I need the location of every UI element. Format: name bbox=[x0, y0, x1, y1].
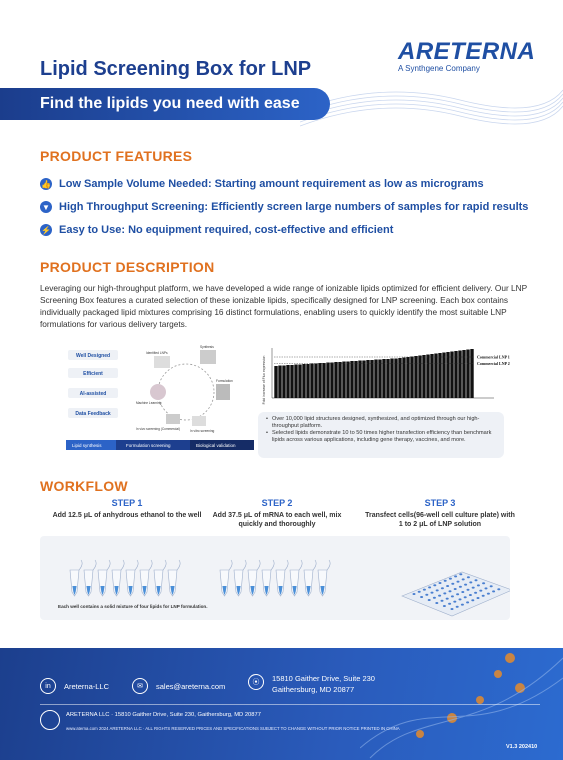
email-contact[interactable] bbox=[132, 678, 225, 694]
pcr-tube bbox=[220, 560, 232, 596]
plate-well bbox=[477, 597, 480, 599]
diag-node-2: Machine Learning bbox=[136, 401, 162, 405]
chart-bar bbox=[470, 349, 473, 398]
version-label: V1.3 202410 bbox=[506, 744, 538, 750]
pcr-tube bbox=[140, 560, 152, 596]
plate-well bbox=[477, 584, 480, 586]
chart-bar bbox=[390, 359, 393, 399]
pcr-tube bbox=[248, 560, 260, 596]
mail-icon: ✉ bbox=[132, 678, 148, 694]
brand-tagline: A Synthgene Company bbox=[398, 64, 480, 73]
plate-well bbox=[490, 585, 493, 587]
step-label: STEP 3 bbox=[424, 498, 456, 508]
plate-well bbox=[461, 604, 464, 606]
plate-well bbox=[472, 587, 475, 589]
company-seal-icon bbox=[40, 710, 60, 730]
feature-text: Low Sample Volume Needed: Starting amount requirement as low as micrograms bbox=[59, 178, 484, 190]
address-line1: 15810 Gaither Drive, Suite 230 bbox=[272, 674, 375, 683]
note-item: • Selected lipids demonstrate 10 to 50 times higher transfection efficiency than benchmark lipids across various applications, including gene therapy, vaccines, and more. bbox=[266, 430, 496, 444]
chart-bar bbox=[306, 364, 309, 398]
diag-node-3: Formulation bbox=[216, 379, 233, 383]
chart-bar bbox=[434, 354, 437, 399]
chart-bar bbox=[442, 353, 445, 399]
plate-well bbox=[443, 592, 446, 594]
chart-bar bbox=[378, 360, 381, 399]
chart-bar bbox=[422, 355, 425, 398]
plate-well bbox=[420, 596, 423, 598]
email-address: sales@areterna.com bbox=[156, 681, 226, 691]
plate-well bbox=[469, 581, 472, 583]
plate-well bbox=[487, 593, 490, 595]
plate-well bbox=[428, 586, 431, 588]
step-text: Add 12.5 μL of anhydrous ethanol to the well bbox=[52, 512, 202, 519]
plate-well bbox=[451, 583, 454, 585]
description-heading: PRODUCT DESCRIPTION bbox=[40, 259, 215, 275]
step-label: STEP 1 bbox=[111, 498, 143, 508]
pcr-tube bbox=[70, 560, 82, 596]
pcr-tube bbox=[154, 560, 166, 596]
plate-well bbox=[431, 592, 434, 594]
plate-well bbox=[475, 579, 478, 581]
plate-well bbox=[443, 605, 446, 607]
linkedin-contact[interactable] bbox=[40, 678, 109, 694]
plate-well bbox=[471, 599, 474, 601]
plate-well bbox=[454, 588, 457, 590]
chart-bar bbox=[406, 357, 409, 398]
feature-item bbox=[40, 224, 393, 236]
plate-well bbox=[456, 606, 459, 608]
plate-well bbox=[439, 582, 442, 584]
bar-label-1: Formulation screening bbox=[126, 443, 171, 448]
chart-bar bbox=[346, 362, 349, 399]
chart-bar bbox=[450, 352, 453, 399]
bar-label-2: Biological validation bbox=[196, 443, 236, 448]
chart-bar bbox=[386, 359, 389, 398]
plate-well bbox=[462, 578, 465, 580]
diag-node-5: In vitro screening bbox=[190, 429, 215, 433]
plate-well bbox=[446, 585, 449, 587]
step-text: Add 37.5 μL of mRNA to each well, mix quickly and thoroughly bbox=[212, 512, 342, 528]
plate-well bbox=[461, 591, 464, 593]
chart-bar bbox=[318, 363, 321, 398]
plate-well bbox=[469, 594, 472, 596]
bar-label-0: Lipid synthesis bbox=[72, 443, 102, 448]
plate-well bbox=[444, 580, 447, 582]
chart-bar bbox=[462, 350, 465, 398]
chart-bar bbox=[418, 356, 421, 399]
plate-well bbox=[433, 597, 436, 599]
diag-label-1: Efficient bbox=[83, 371, 103, 377]
chart-bar bbox=[446, 352, 449, 398]
chart-ylabel: Fold increase of Fluc expression bbox=[262, 355, 266, 405]
plate-well bbox=[449, 578, 452, 580]
chart-bar bbox=[430, 354, 433, 398]
diag-node-4: In vivo screening (Commercial) bbox=[136, 427, 180, 431]
chart-bar bbox=[466, 350, 469, 399]
chart-bar bbox=[314, 364, 317, 399]
chart-bar bbox=[310, 364, 313, 399]
chart-bar bbox=[354, 361, 357, 398]
chart-bar bbox=[290, 365, 293, 398]
footer bbox=[0, 648, 563, 760]
plate-well bbox=[467, 576, 470, 578]
pcr-tube bbox=[276, 560, 288, 596]
brand-name: ARETERNA bbox=[398, 38, 536, 65]
chart-bar bbox=[426, 355, 429, 399]
plate-well bbox=[457, 581, 460, 583]
chart-bar bbox=[334, 362, 337, 398]
plate-well bbox=[492, 590, 495, 592]
chart-bar bbox=[438, 353, 441, 398]
diag-label-3: Data Feedback bbox=[75, 411, 111, 417]
plate-well bbox=[467, 589, 470, 591]
plate-well bbox=[497, 588, 500, 590]
chart-bar bbox=[410, 357, 413, 399]
chart-bar bbox=[414, 356, 417, 398]
feature-text: Easy to Use: No equipment required, cost-effective and efficient bbox=[59, 224, 394, 236]
footer-divider bbox=[40, 704, 540, 705]
note-item: • Over 10,000 lipid structures designed, synthesized, and optimized through our high-throughput platform. bbox=[266, 416, 496, 430]
plate-well bbox=[464, 584, 467, 586]
chart-bar bbox=[286, 365, 289, 398]
plate-well bbox=[435, 602, 438, 604]
chart-bar bbox=[282, 366, 285, 399]
feature-text: High Throughput Screening: Efficiently screen large numbers of samples for rapid results bbox=[59, 201, 529, 213]
plate-well bbox=[485, 587, 488, 589]
diag-node-1: Synthesis bbox=[200, 345, 214, 349]
reference-label: Commercial LNP 2 bbox=[477, 361, 510, 366]
pcr-tube bbox=[290, 560, 302, 596]
plate-well bbox=[474, 592, 477, 594]
step-text: Transfect cells(96-well cell culture plate) with 1 to 2 μL of LNP solution bbox=[365, 512, 515, 528]
workflow-heading: WORKFLOW bbox=[40, 478, 128, 494]
plate-well bbox=[464, 596, 467, 598]
brand-logo bbox=[398, 38, 548, 73]
legal-notice: www.aterna.com 2024 ARETERNA LLC · ALL RIGHTS RESERVED PRICES AND SPECIFICATIONS SUBJECT TO CHANGE WITHOUT PRIOR NOTICE PRINTED IN CHINA bbox=[66, 726, 400, 731]
chart-bar bbox=[362, 361, 365, 399]
plate-well bbox=[459, 598, 462, 600]
chart-bar bbox=[342, 362, 345, 399]
workflow-step-2 bbox=[202, 498, 352, 529]
plate-well bbox=[466, 601, 469, 603]
pcr-tube bbox=[304, 560, 316, 596]
plate-well bbox=[459, 586, 462, 588]
workflow-step-1 bbox=[52, 498, 202, 520]
pcr-tube bbox=[318, 560, 330, 596]
funnel-icon: ▼ bbox=[40, 201, 52, 213]
location-pin-icon: ⦿ bbox=[248, 674, 264, 690]
chart-bar bbox=[374, 360, 377, 399]
plate-well bbox=[428, 599, 431, 601]
thumbs-up-icon: 👍 bbox=[41, 179, 51, 189]
chart-bar bbox=[382, 359, 385, 398]
description-text: Leveraging our high-throughput platform, we have developed a wide range of ionizable lipids optimized for efficient delivery. Our LNP Screening Box features a curated selection of these ionizable lipids, specifically designed for LNP screening. Each box contains individually packaged lipid mixtures comprising 16 distinct formulations, enabling users to quickly identify the most suitable LNP formulations for various delivery targets. bbox=[40, 283, 528, 329]
chart-bar bbox=[394, 359, 397, 399]
reference-label: Commercial LNP 1 bbox=[477, 354, 510, 360]
chart-bar bbox=[330, 363, 333, 399]
plate-well bbox=[479, 590, 482, 592]
notes-box bbox=[258, 412, 504, 458]
plate-well bbox=[451, 595, 454, 597]
plate-well bbox=[453, 601, 456, 603]
plate-well bbox=[448, 603, 451, 605]
plate-well bbox=[482, 595, 485, 597]
address-line2: Gaithersburg, MD 20877 bbox=[272, 685, 355, 694]
chart-bar bbox=[326, 363, 329, 399]
company-address-line: ARETERNA LLC · 15810 Gaither Drive, Suite 230, Gaithersburg, MD 20877 bbox=[66, 712, 261, 718]
chart-bar bbox=[322, 363, 325, 398]
chart-bar bbox=[298, 365, 301, 399]
banner-text: Find the lipids you need with ease bbox=[40, 95, 300, 112]
chart-bar bbox=[294, 365, 297, 399]
chart-bar bbox=[358, 361, 361, 399]
plate-well bbox=[423, 589, 426, 591]
decorative-lines bbox=[300, 70, 563, 130]
chart-bar bbox=[370, 360, 373, 398]
tagline-banner bbox=[0, 88, 330, 120]
address-contact bbox=[248, 674, 375, 694]
plate-well bbox=[441, 600, 444, 602]
chart-bar bbox=[274, 366, 277, 398]
diag-label-2: AI-assisted bbox=[79, 391, 107, 397]
chart-bar bbox=[366, 360, 369, 398]
pcr-tube bbox=[98, 560, 110, 596]
workflow-step-3 bbox=[365, 498, 515, 529]
plate-well bbox=[441, 587, 444, 589]
pcr-tube bbox=[168, 560, 180, 596]
features-heading: PRODUCT FEATURES bbox=[40, 148, 193, 164]
chart-bar bbox=[302, 364, 305, 398]
plate-well bbox=[454, 575, 457, 577]
plate-well bbox=[482, 582, 485, 584]
feature-item bbox=[40, 178, 484, 190]
chart-bar bbox=[398, 358, 401, 398]
diag-label-0: Well Designed bbox=[75, 353, 111, 359]
chart-bar bbox=[350, 361, 353, 398]
chart-bar bbox=[278, 366, 281, 399]
workflow-caption: Each well contains a solid mixture of four lipids for LNP formulation. bbox=[58, 604, 208, 609]
feature-item bbox=[40, 201, 528, 213]
plate-well bbox=[456, 593, 459, 595]
pcr-tube bbox=[262, 560, 274, 596]
plate-well bbox=[413, 593, 416, 595]
plate-well bbox=[418, 591, 421, 593]
chart-bar bbox=[454, 351, 457, 398]
plate-well bbox=[425, 594, 428, 596]
plate-well bbox=[438, 595, 441, 597]
page-title: Lipid Screening Box for LNP bbox=[40, 58, 312, 80]
pcr-tube bbox=[126, 560, 138, 596]
bolt-icon: ⚡ bbox=[41, 225, 51, 235]
linkedin-handle: Areterna-LLC bbox=[64, 681, 110, 691]
linkedin-icon: in bbox=[40, 678, 56, 694]
plate-well bbox=[433, 584, 436, 586]
chart-bar bbox=[338, 362, 341, 398]
chart-bar bbox=[458, 351, 461, 399]
plate-well bbox=[459, 573, 462, 575]
plate-well bbox=[449, 590, 452, 592]
pcr-tube bbox=[112, 560, 124, 596]
plate-well bbox=[446, 598, 449, 600]
pcr-tube bbox=[234, 560, 246, 596]
step-label: STEP 2 bbox=[261, 498, 293, 508]
plate-well bbox=[436, 589, 439, 591]
diag-node-0: Identified LNPs bbox=[146, 351, 168, 355]
screening-cycle-diagram bbox=[66, 344, 254, 452]
pcr-tube bbox=[84, 560, 96, 596]
plate-well bbox=[451, 608, 454, 610]
